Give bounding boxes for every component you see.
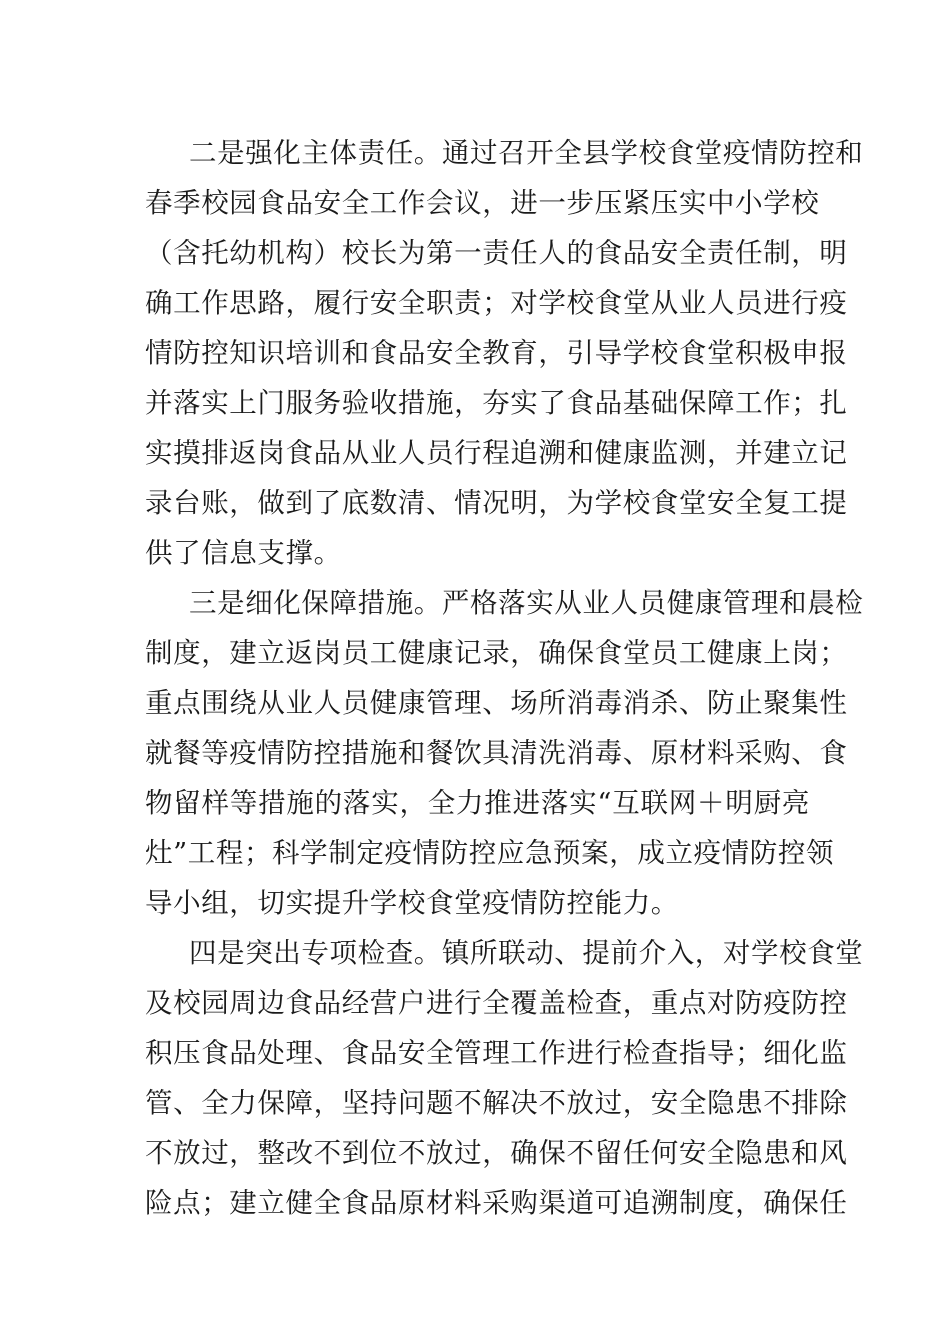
paragraph-line: （含托幼机构）校长为第一责任人的食品安全责任制，明 <box>145 237 848 269</box>
paragraph-line: 情防控知识培训和食品安全教育，引导学校食堂积极申报 <box>145 337 848 369</box>
document-body <box>145 128 864 1228</box>
paragraph-line: 积压食品处理、食品安全管理工作进行检查指导；细化监 <box>145 1037 848 1069</box>
paragraph-line: 并落实上门服务验收措施，夯实了食品基础保障工作；扎 <box>145 387 848 419</box>
paragraph-safeguard-measures <box>145 578 864 928</box>
paragraph-line: 四是突出专项检查。镇所联动、提前介入，对学校食堂 <box>189 937 864 969</box>
paragraph-main-responsibility <box>145 128 864 578</box>
paragraph-line: 确工作思路，履行安全职责；对学校食堂从业人员进行疫 <box>145 287 848 319</box>
paragraph-line: 不放过，整改不到位不放过，确保不留任何安全隐患和风 <box>145 1137 848 1169</box>
paragraph-line: 管、全力保障，坚持问题不解决不放过，安全隐患不排除 <box>145 1087 848 1119</box>
paragraph-line: 物留样等措施的落实，全力推进落实“互联网＋明厨亮 <box>145 787 810 819</box>
paragraph-line: 供了信息支撑。 <box>145 537 342 569</box>
paragraph-line: 录台账，做到了底数清、情况明，为学校食堂安全复工提 <box>145 487 848 519</box>
paragraph-line: 春季校园食品安全工作会议，进一步压紧压实中小学校 <box>145 187 820 219</box>
paragraph-line: 实摸排返岗食品从业人员行程追溯和健康监测，并建立记 <box>145 437 848 469</box>
paragraph-line: 三是细化保障措施。严格落实从业人员健康管理和晨检 <box>189 587 864 619</box>
paragraph-special-inspection <box>145 928 864 1228</box>
paragraph-line: 导小组，切实提升学校食堂疫情防控能力。 <box>145 887 679 919</box>
paragraph-line: 就餐等疫情防控措施和餐饮具清洗消毒、原材料采购、食 <box>145 737 848 769</box>
paragraph-line: 重点围绕从业人员健康管理、场所消毒消杀、防止聚集性 <box>145 687 848 719</box>
paragraph-line: 及校园周边食品经营户进行全覆盖检查，重点对防疫防控 <box>145 987 848 1019</box>
paragraph-line: 险点；建立健全食品原材料采购渠道可追溯制度，确保任 <box>145 1187 848 1219</box>
paragraph-line: 灶”工程；科学制定疫情防控应急预案，成立疫情防控领 <box>145 837 835 869</box>
paragraph-line: 制度，建立返岗员工健康记录，确保食堂员工健康上岗； <box>145 637 848 669</box>
paragraph-line: 二是强化主体责任。通过召开全县学校食堂疫情防控和 <box>189 137 864 169</box>
